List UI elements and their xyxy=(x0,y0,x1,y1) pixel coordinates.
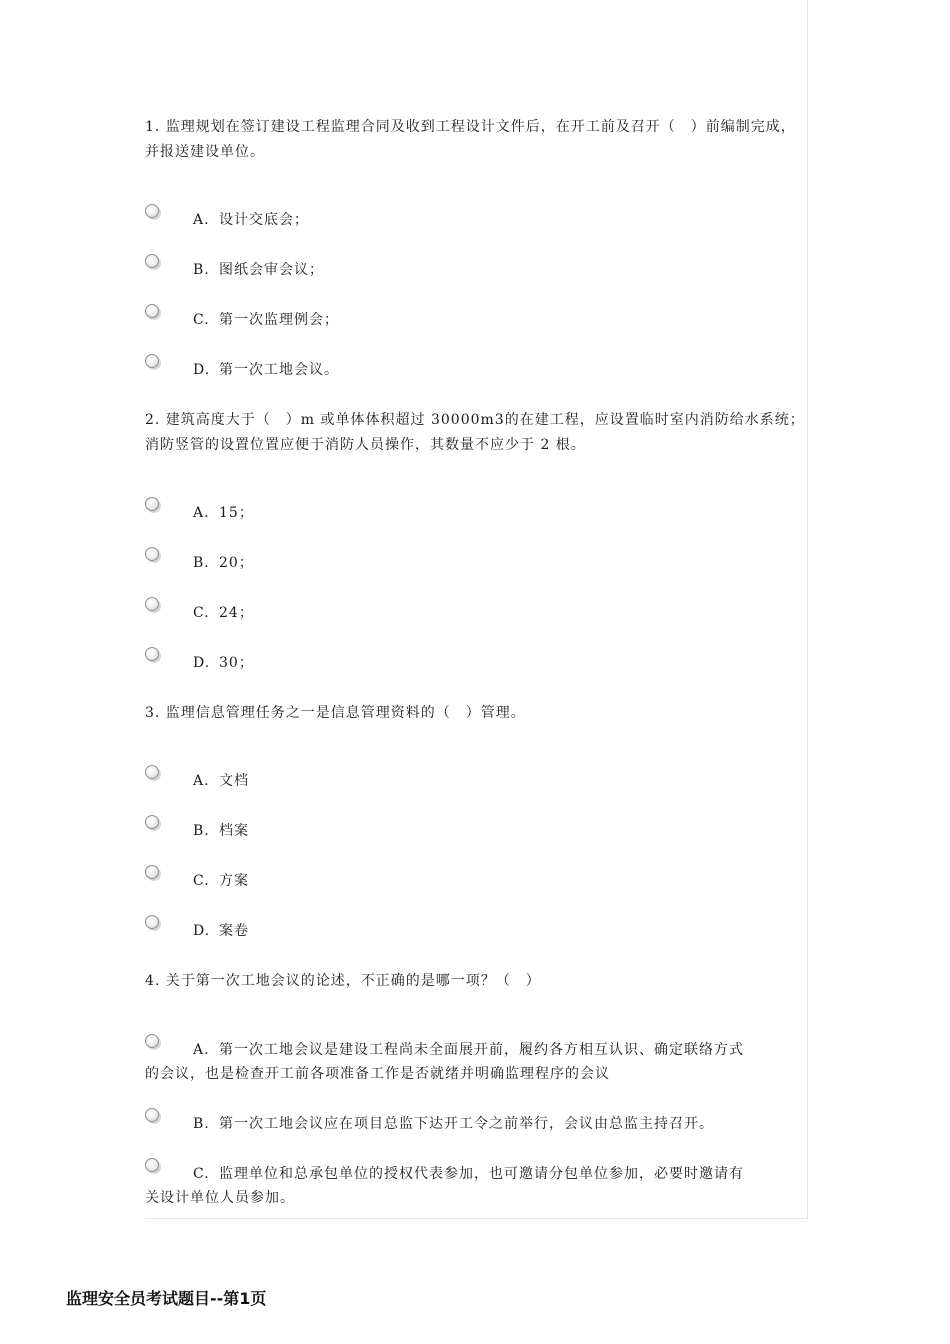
page-footer: 监理安全员考试题目--第1页 xyxy=(66,1289,267,1308)
radio-button-icon[interactable] xyxy=(145,1158,159,1172)
radio-button-icon[interactable] xyxy=(145,254,159,268)
question-4-option-c[interactable]: C. 监理单位和总承包单位的授权代表参加，也可邀请分包单位参加，必要时邀请有 关设计单位人员参加。 xyxy=(145,1158,807,1210)
question-1-text: 1. 监理规划在签订建设工程监理合同及收到工程设计文件后，在开工前及召开（ ）前编制完成，并报送建设单位。 xyxy=(145,119,796,160)
question-2-option-d[interactable]: D. 30； xyxy=(145,647,807,671)
question-2-option-a[interactable]: A. 15； xyxy=(145,497,807,521)
radio-button-icon[interactable] xyxy=(145,547,159,561)
question-3-option-a[interactable]: A. 文档 xyxy=(145,765,807,789)
question-1-option-b[interactable]: B. 图纸会审会议； xyxy=(145,254,807,278)
question-1-option-c[interactable]: C. 第一次监理例会； xyxy=(145,304,807,328)
radio-button-icon[interactable] xyxy=(145,1034,159,1048)
radio-button-icon[interactable] xyxy=(145,597,159,611)
question-4-option-b[interactable]: B. 第一次工地会议应在项目总监下达开工令之前举行，会议由总监主持召开。 xyxy=(145,1108,807,1136)
radio-button-icon[interactable] xyxy=(145,865,159,879)
radio-button-icon[interactable] xyxy=(145,304,159,318)
question-3-option-d[interactable]: D. 案卷 xyxy=(145,915,807,939)
radio-button-icon[interactable] xyxy=(145,915,159,929)
question-1-option-d[interactable]: D. 第一次工地会议。 xyxy=(145,354,807,378)
question-3-option-b[interactable]: B. 档案 xyxy=(145,815,807,839)
question-3-text: 3. 监理信息管理任务之一是信息管理资料的（ ）管理。 xyxy=(145,705,526,721)
exam-content xyxy=(145,0,808,1219)
question-4-option-a[interactable]: A. 第一次工地会议是建设工程尚未全面展开前，履约各方相互认识、确定联络方式 的会议，也是检查开工前各项准备工作是否就绪并明确监理程序的会议 xyxy=(145,1034,807,1086)
radio-button-icon[interactable] xyxy=(145,1108,159,1122)
question-1-option-a[interactable]: A. 设计交底会； xyxy=(145,204,807,228)
radio-button-icon[interactable] xyxy=(145,204,159,218)
question-4-text: 4. 关于第一次工地会议的论述，不正确的是哪一项？（ ） xyxy=(145,973,541,989)
radio-button-icon[interactable] xyxy=(145,497,159,511)
question-2-option-b[interactable]: B. 20； xyxy=(145,547,807,571)
question-2-option-c[interactable]: C. 24； xyxy=(145,597,807,621)
question-3-option-c[interactable]: C. 方案 xyxy=(145,865,807,889)
radio-button-icon[interactable] xyxy=(145,815,159,829)
radio-button-icon[interactable] xyxy=(145,647,159,661)
question-2-text: 2. 建筑高度大于（ ）m 或单体体积超过 30000m3的在建工程，应设置临时室内消防给水系统；消防竖管的设置位置应便于消防人员操作，其数量不应少于 2 根。 xyxy=(145,412,805,453)
radio-button-icon[interactable] xyxy=(145,765,159,779)
radio-button-icon[interactable] xyxy=(145,354,159,368)
